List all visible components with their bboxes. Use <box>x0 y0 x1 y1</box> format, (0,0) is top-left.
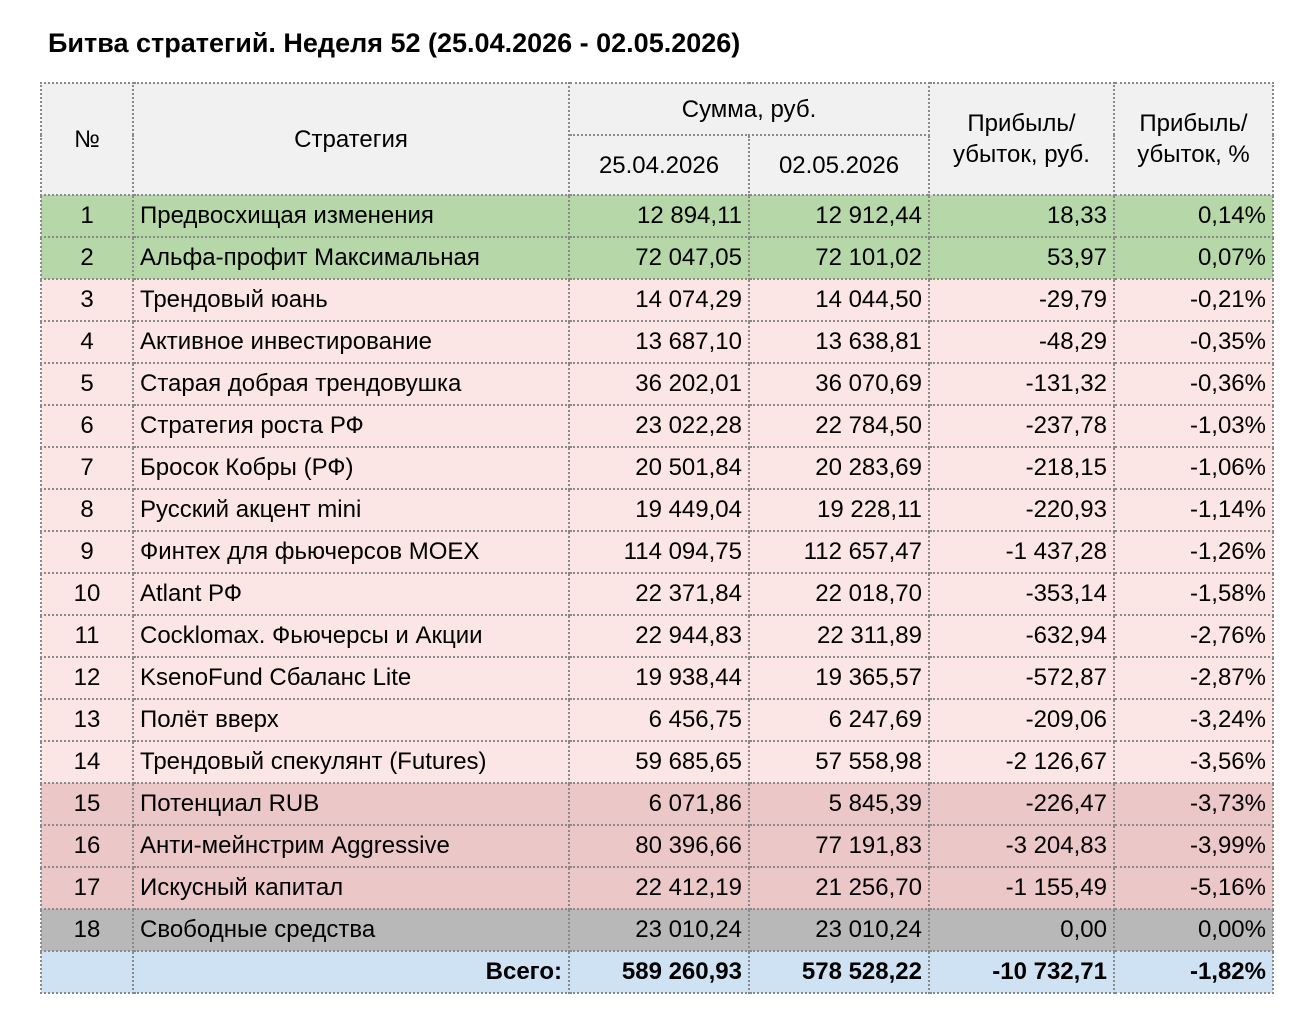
sum-from: 80 396,66 <box>569 825 749 867</box>
sum-to: 19 365,57 <box>749 657 929 699</box>
profit-rub: -29,79 <box>929 279 1114 321</box>
sum-to: 19 228,11 <box>749 489 929 531</box>
profit-rub: -572,87 <box>929 657 1114 699</box>
sum-to: 22 311,89 <box>749 615 929 657</box>
total-label: Всего: <box>133 951 569 993</box>
table-row <box>41 237 1273 279</box>
table-row <box>41 195 1273 237</box>
sum-to: 21 256,70 <box>749 867 929 909</box>
table-row <box>41 489 1273 531</box>
table-body <box>41 195 1273 951</box>
strategy-name: Atlant РФ <box>133 573 569 615</box>
header-date-to: 02.05.2026 <box>749 135 929 195</box>
sum-from: 6 071,86 <box>569 783 749 825</box>
strategy-name: Предвосхищая изменения <box>133 195 569 237</box>
row-num: 10 <box>41 573 133 615</box>
sum-from: 12 894,11 <box>569 195 749 237</box>
total-to: 578 528,22 <box>749 951 929 993</box>
total-profit-rub: -10 732,71 <box>929 951 1114 993</box>
sum-from: 19 938,44 <box>569 657 749 699</box>
table-row <box>41 531 1273 573</box>
strategy-name: Активное инвестирование <box>133 321 569 363</box>
sum-to: 23 010,24 <box>749 909 929 951</box>
header-profit-pct-line1: Прибыль/ <box>1139 110 1248 137</box>
profit-pct: -3,24% <box>1114 699 1273 741</box>
profit-rub: 18,33 <box>929 195 1114 237</box>
sum-to: 22 784,50 <box>749 405 929 447</box>
strategy-name: Cocklomax. Фьючерсы и Акции <box>133 615 569 657</box>
row-num: 17 <box>41 867 133 909</box>
sum-to: 36 070,69 <box>749 363 929 405</box>
table-header <box>41 83 1273 195</box>
strategy-name: Финтех для фьючерсов MOEX <box>133 531 569 573</box>
table-row <box>41 783 1273 825</box>
profit-pct: 0,00% <box>1114 909 1273 951</box>
profit-rub: -209,06 <box>929 699 1114 741</box>
row-num: 18 <box>41 909 133 951</box>
sum-from: 114 094,75 <box>569 531 749 573</box>
row-num: 14 <box>41 741 133 783</box>
table-row <box>41 321 1273 363</box>
total-num-cell <box>41 951 133 993</box>
row-num: 8 <box>41 489 133 531</box>
total-from: 589 260,93 <box>569 951 749 993</box>
sum-from: 22 944,83 <box>569 615 749 657</box>
profit-pct: -1,26% <box>1114 531 1273 573</box>
profit-pct: -3,99% <box>1114 825 1273 867</box>
header-profit-rub-line2: убыток, руб. <box>953 141 1090 168</box>
strategies-table <box>40 82 1274 994</box>
profit-pct: -3,56% <box>1114 741 1273 783</box>
header-sum: Сумма, руб. <box>569 83 929 135</box>
strategy-name: Искусный капитал <box>133 867 569 909</box>
profit-rub: 53,97 <box>929 237 1114 279</box>
table-row <box>41 699 1273 741</box>
profit-pct: -1,14% <box>1114 489 1273 531</box>
sum-to: 13 638,81 <box>749 321 929 363</box>
header-date-from: 25.04.2026 <box>569 135 749 195</box>
row-num: 4 <box>41 321 133 363</box>
sum-from: 23 022,28 <box>569 405 749 447</box>
strategy-name: Свободные средства <box>133 909 569 951</box>
profit-pct: -5,16% <box>1114 867 1273 909</box>
page-title: Битва стратегий. Неделя 52 (25.04.2026 - 02.05.2026) <box>48 28 741 58</box>
table-row <box>41 909 1273 951</box>
row-num: 12 <box>41 657 133 699</box>
row-num: 3 <box>41 279 133 321</box>
profit-pct: 0,07% <box>1114 237 1273 279</box>
profit-rub: -353,14 <box>929 573 1114 615</box>
sum-from: 19 449,04 <box>569 489 749 531</box>
strategy-name: Старая добрая трендовушка <box>133 363 569 405</box>
row-num: 1 <box>41 195 133 237</box>
profit-pct: -2,76% <box>1114 615 1273 657</box>
strategy-name: Потенциал RUB <box>133 783 569 825</box>
strategy-name: Стратегия роста РФ <box>133 405 569 447</box>
profit-pct: 0,14% <box>1114 195 1273 237</box>
table-row <box>41 363 1273 405</box>
row-num: 2 <box>41 237 133 279</box>
sum-from: 14 074,29 <box>569 279 749 321</box>
profit-rub: -218,15 <box>929 447 1114 489</box>
table-row <box>41 447 1273 489</box>
sum-to: 22 018,70 <box>749 573 929 615</box>
profit-rub: -2 126,67 <box>929 741 1114 783</box>
header-strategy: Стратегия <box>133 83 569 195</box>
sum-to: 57 558,98 <box>749 741 929 783</box>
profit-rub: -48,29 <box>929 321 1114 363</box>
strategy-name: Трендовый юань <box>133 279 569 321</box>
sum-to: 14 044,50 <box>749 279 929 321</box>
sum-to: 5 845,39 <box>749 783 929 825</box>
table-row <box>41 279 1273 321</box>
table-row <box>41 741 1273 783</box>
row-num: 15 <box>41 783 133 825</box>
profit-rub: -632,94 <box>929 615 1114 657</box>
total-profit-pct: -1,82% <box>1114 951 1273 993</box>
sum-from: 23 010,24 <box>569 909 749 951</box>
total-row <box>41 951 1273 993</box>
row-num: 11 <box>41 615 133 657</box>
strategy-name: Полёт вверх <box>133 699 569 741</box>
strategy-name: KsenoFund Сбаланс Lite <box>133 657 569 699</box>
sum-to: 6 247,69 <box>749 699 929 741</box>
table-row <box>41 867 1273 909</box>
strategy-name: Альфа-профит Максимальная <box>133 237 569 279</box>
strategy-name: Анти-мейнстрим Aggressive <box>133 825 569 867</box>
sum-from: 22 371,84 <box>569 573 749 615</box>
profit-rub: -1 437,28 <box>929 531 1114 573</box>
profit-pct: -0,35% <box>1114 321 1273 363</box>
profit-pct: -0,36% <box>1114 363 1273 405</box>
header-profit-rub <box>929 83 1114 195</box>
profit-pct: -1,03% <box>1114 405 1273 447</box>
table-row <box>41 573 1273 615</box>
header-profit-pct-line2: убыток, % <box>1137 141 1250 168</box>
profit-rub: -226,47 <box>929 783 1114 825</box>
row-num: 6 <box>41 405 133 447</box>
profit-rub: -220,93 <box>929 489 1114 531</box>
row-num: 13 <box>41 699 133 741</box>
strategy-name: Русский акцент mini <box>133 489 569 531</box>
profit-pct: -0,21% <box>1114 279 1273 321</box>
sum-from: 59 685,65 <box>569 741 749 783</box>
profit-pct: -1,06% <box>1114 447 1273 489</box>
sum-from: 6 456,75 <box>569 699 749 741</box>
profit-rub: -3 204,83 <box>929 825 1114 867</box>
table-row <box>41 657 1273 699</box>
sum-to: 72 101,02 <box>749 237 929 279</box>
header-num: № <box>41 83 133 195</box>
row-num: 9 <box>41 531 133 573</box>
sum-to: 77 191,83 <box>749 825 929 867</box>
sum-from: 36 202,01 <box>569 363 749 405</box>
sum-to: 20 283,69 <box>749 447 929 489</box>
header-profit-rub-line1: Прибыль/ <box>967 110 1076 137</box>
profit-rub: 0,00 <box>929 909 1114 951</box>
sum-from: 22 412,19 <box>569 867 749 909</box>
strategy-name: Трендовый спекулянт (Futures) <box>133 741 569 783</box>
sum-from: 20 501,84 <box>569 447 749 489</box>
profit-rub: -237,78 <box>929 405 1114 447</box>
profit-pct: -1,58% <box>1114 573 1273 615</box>
sum-to: 112 657,47 <box>749 531 929 573</box>
sum-to: 12 912,44 <box>749 195 929 237</box>
row-num: 5 <box>41 363 133 405</box>
profit-rub: -131,32 <box>929 363 1114 405</box>
strategy-name: Бросок Кобры (РФ) <box>133 447 569 489</box>
table-row <box>41 825 1273 867</box>
row-num: 7 <box>41 447 133 489</box>
header-profit-pct <box>1114 83 1273 195</box>
table-row <box>41 615 1273 657</box>
profit-pct: -2,87% <box>1114 657 1273 699</box>
profit-rub: -1 155,49 <box>929 867 1114 909</box>
profit-pct: -3,73% <box>1114 783 1273 825</box>
sum-from: 13 687,10 <box>569 321 749 363</box>
table-row <box>41 405 1273 447</box>
row-num: 16 <box>41 825 133 867</box>
sum-from: 72 047,05 <box>569 237 749 279</box>
